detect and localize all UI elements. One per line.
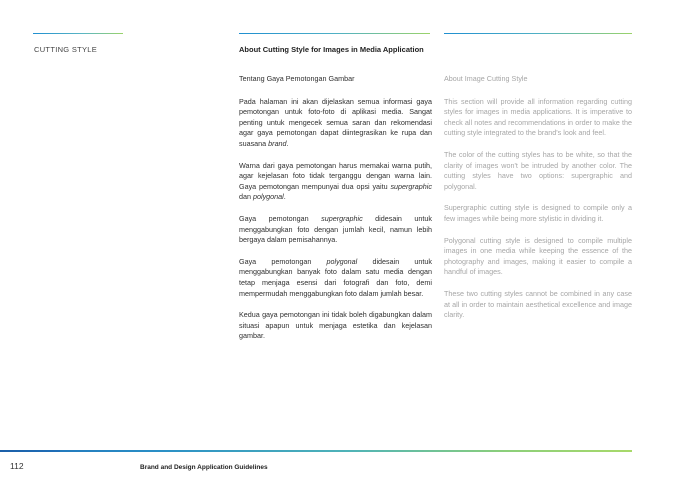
emphasis-polygonal: polygonal	[253, 192, 284, 202]
english-column	[444, 74, 632, 332]
section-label: CUTTING STYLE	[34, 45, 98, 54]
indonesian-paragraph-4	[239, 257, 432, 299]
indonesian-column	[239, 74, 432, 353]
header-rule-middle	[239, 33, 430, 34]
text-span: Warna dari gaya pemotongan harus memakai warna putih, agar kejelasan foto tidak terganggu dengan warna lain. Gaya pemotongan mempunyai dua opsi yaitu	[239, 160, 432, 191]
text-span: didesain untuk menggabungkan foto dengan jumlah kecil, namun lebih bergaya dalam pemisahannya.	[239, 213, 432, 245]
emphasis-polygonal: polygonal	[326, 256, 358, 266]
english-paragraph-1: This section will provide all information regarding cutting styles for images in media applications. It is imperative to check all notes and recommendations in order to make the cutting style integrated to the brand's look and feel.	[444, 96, 632, 138]
english-paragraph-3: Supergraphic cutting style is designed to compile only a few images while being more stylistic in dividing it.	[444, 203, 632, 223]
text-span: didesain untuk menggabungkan banyak foto dalam satu media dengan tetap menjaga esensi dari fotografi dan foto, demi mempermudah menggabungkan foto dalam jumlah besar.	[239, 256, 432, 298]
text-span: Gaya pemotongan	[239, 213, 322, 223]
page-number: 112	[10, 461, 24, 471]
indonesian-paragraph-2	[239, 161, 432, 203]
text-span: .	[286, 138, 289, 148]
emphasis-supergraphic: supergraphic	[321, 213, 363, 223]
text-span: Pada halaman ini akan dijelaskan semua informasi gaya pemotongan untuk foto-foto di aplikasi media. Sangat penting untuk mengecek semua saran dan rekomendasi agar gaya pemotongan dapat diintegrasikan ke rupa dan suasana	[239, 96, 432, 148]
english-paragraph-2: The color of the cutting styles has to be white, so that the clarity of images won't be intruded by another color. The cutting styles have two options: supergraphic and polygonal.	[444, 149, 632, 191]
text-span: dan	[239, 192, 253, 202]
header-rule-right	[444, 33, 632, 34]
english-paragraph-5: These two cutting styles cannot be combined in any case at all in order to maintain aesthetical excellence and image clarity.	[444, 288, 632, 320]
indonesian-paragraph-5: Kedua gaya pemotongan ini tidak boleh digabungkan dalam situasi apapun untuk menjaga estetika dan kejelasan gambar.	[239, 310, 432, 341]
footer-gradient-bar	[0, 450, 632, 452]
page-title: About Cutting Style for Images in Media Application	[239, 45, 424, 54]
footer-bar-accent	[0, 450, 60, 452]
footer-document-title: Brand and Design Application Guidelines	[140, 464, 268, 471]
header-rule-left	[33, 33, 123, 34]
indonesian-paragraph-1	[239, 97, 432, 150]
english-paragraph-4: Polygonal cutting style is designed to compile multiple images in one media while keeping the essence of the photography and images, making it easier to compile a handful of images.	[444, 235, 632, 277]
indonesian-paragraph-3	[239, 214, 432, 246]
english-subheading: About Image Cutting Style	[444, 74, 528, 83]
text-span: Gaya pemotongan	[239, 256, 327, 266]
indonesian-subheading: Tentang Gaya Pemotongan Gambar	[239, 74, 355, 83]
emphasis-supergraphic: supergraphic	[390, 181, 432, 191]
text-span: .	[283, 192, 286, 202]
emphasis-brand: brand	[268, 138, 287, 148]
